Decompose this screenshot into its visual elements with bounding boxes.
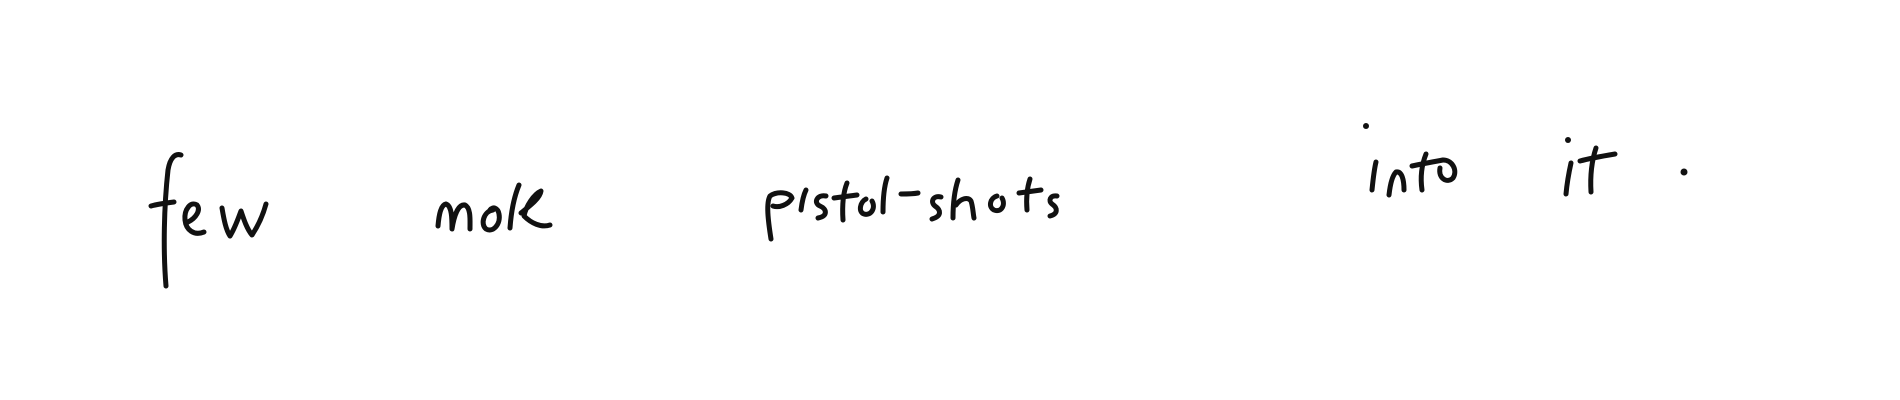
- stroke-t4-cross: [1580, 154, 1615, 161]
- stroke-hyphen: [901, 193, 918, 194]
- stroke-t3-cross: [1412, 160, 1443, 166]
- stroke-t4: [1591, 148, 1596, 192]
- stroke-p: [768, 193, 792, 239]
- stroke-m: [438, 204, 470, 229]
- stroke-o2: [860, 199, 873, 214]
- dot-i2: [1363, 123, 1369, 129]
- stroke-o3: [990, 196, 1003, 211]
- stroke-s1: [816, 196, 826, 218]
- stroke-n: [1389, 172, 1404, 195]
- stroke-o4: [1440, 160, 1455, 180]
- stroke-w: [222, 204, 266, 236]
- stroke-h: [953, 180, 974, 218]
- word-pistol-shots: [768, 178, 1057, 239]
- period-dot: [1681, 169, 1688, 176]
- stroke-s2: [932, 197, 941, 219]
- stroke-o: [483, 208, 499, 230]
- stroke-t1: [843, 183, 847, 220]
- stroke-t3: [1421, 154, 1426, 190]
- stroke-f-stem: [164, 155, 181, 286]
- stroke-e: [185, 204, 204, 233]
- stroke-i3: [1566, 163, 1571, 194]
- stroke-t1-cross: [834, 195, 857, 198]
- stroke-i2: [1372, 162, 1376, 190]
- stroke-i1: [801, 190, 806, 210]
- word-into: [1372, 154, 1455, 195]
- stroke-f-cross: [151, 202, 174, 206]
- stroke-k-stem: [510, 185, 519, 228]
- word-it: [1566, 148, 1615, 194]
- stroke-s3: [1050, 196, 1057, 216]
- stroke-t2: [1027, 179, 1030, 210]
- stroke-k-arm: [521, 191, 550, 226]
- word-few: [151, 155, 266, 286]
- word-mok: [438, 185, 550, 230]
- dot-i3: [1565, 137, 1571, 143]
- stroke-t2-cross: [1019, 190, 1041, 193]
- stroke-l: [883, 178, 887, 212]
